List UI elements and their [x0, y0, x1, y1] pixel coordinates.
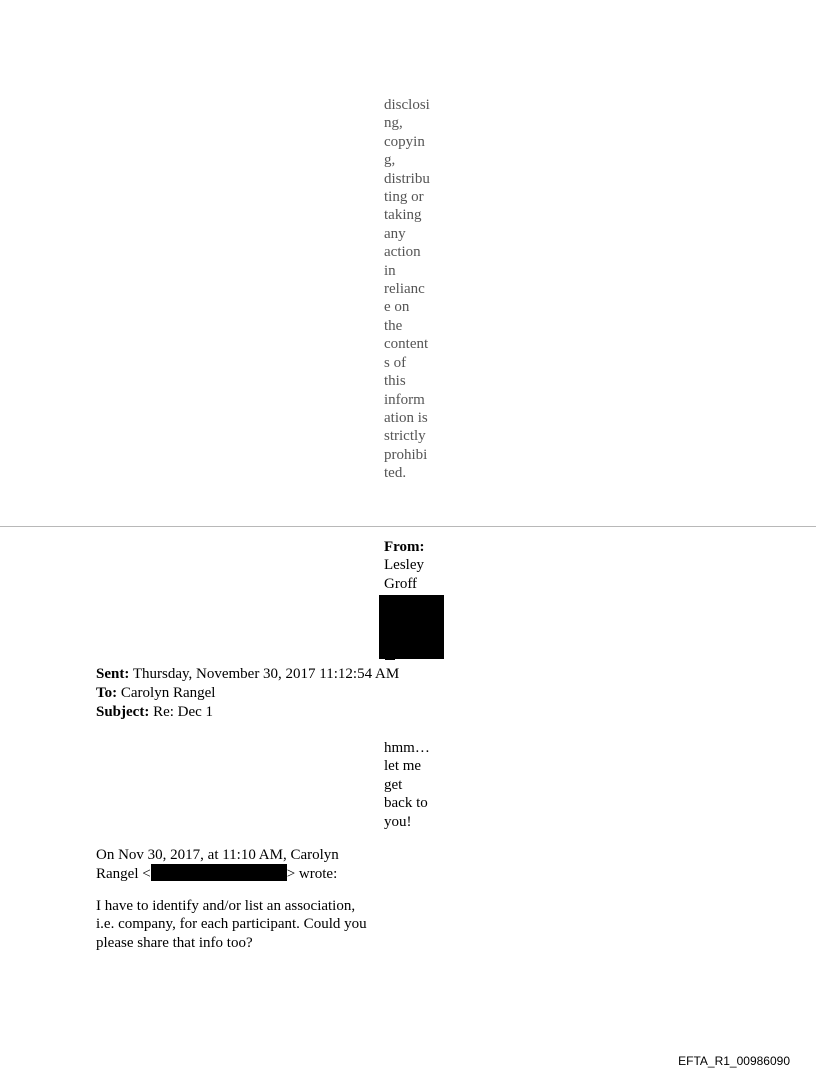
- from-label: From:: [384, 539, 425, 555]
- from-field: [384, 538, 436, 593]
- quoted-message: I have to identify and/or list an association, i.e. company, for each participant. Could you please share that info too?: [96, 898, 367, 951]
- quote-sender-end: > wrote:: [286, 866, 338, 882]
- sent-field: [96, 665, 399, 683]
- subject-label: Subject:: [96, 704, 150, 720]
- to-value: Carolyn Rangel: [117, 685, 216, 701]
- from-name: Lesley Groff: [384, 557, 424, 592]
- sent-value: Thursday, November 30, 2017 11:12:54 AM: [129, 666, 400, 682]
- quote-intro-line: On Nov 30, 2017, at 11:10 AM, Carolyn: [96, 847, 339, 863]
- redaction-box: [379, 595, 444, 659]
- redacted-link-underline: [385, 659, 395, 660]
- to-label: To:: [96, 685, 118, 701]
- disclaimer-text: disclosi ng, copyin g, distribu ting or taking any action in relianc e on the content s of this inform ation is strictly prohibi ted.: [384, 97, 430, 482]
- quote-sender-start: Rangel <: [96, 866, 151, 882]
- document-id: EFTA_R1_00986090: [678, 1054, 790, 1068]
- sent-label: Sent:: [96, 666, 130, 682]
- subject-field: [96, 703, 213, 721]
- email-redaction-box: [151, 864, 287, 881]
- reply-body: hmm… let me get back to you!: [384, 740, 430, 830]
- subject-value: Re: Dec 1: [149, 704, 214, 720]
- quote-sender-line: [96, 864, 337, 883]
- message-divider: [0, 526, 816, 527]
- to-field: [96, 684, 215, 702]
